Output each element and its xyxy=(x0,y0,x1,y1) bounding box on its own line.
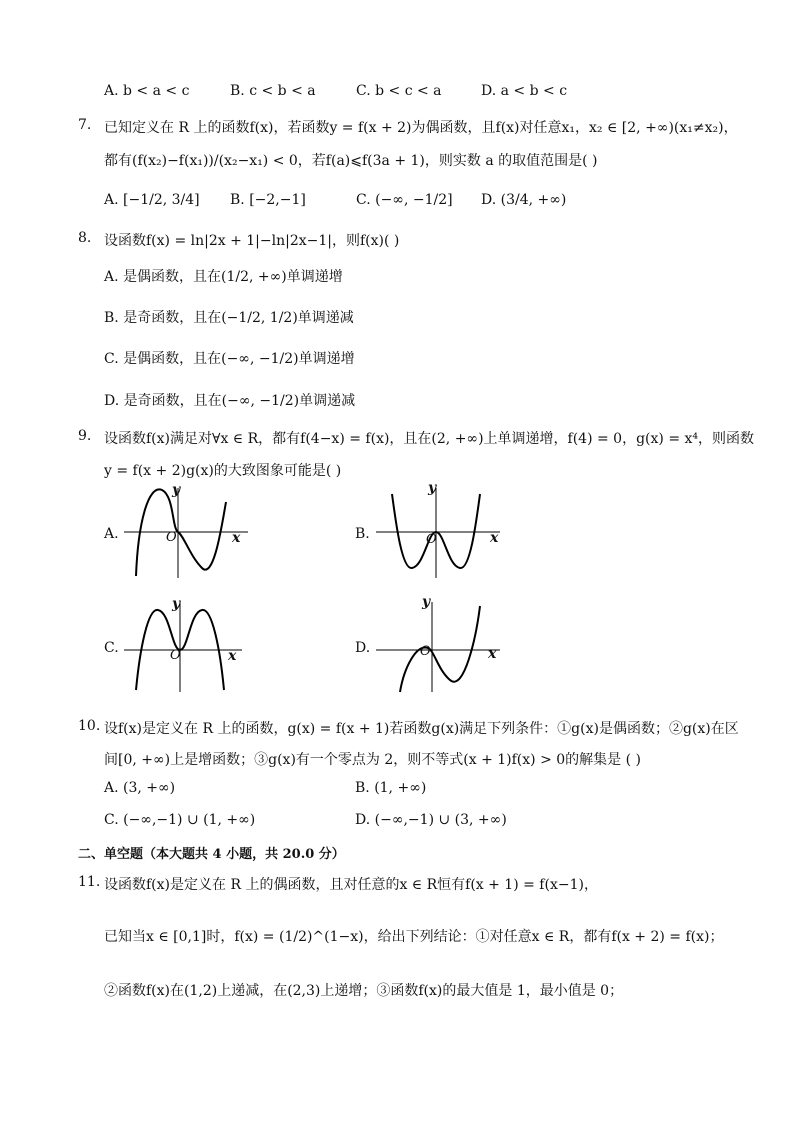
origin-label: O xyxy=(426,532,437,547)
question-number: 9. xyxy=(78,428,92,444)
option-b: B. [−2,−1] xyxy=(230,192,306,208)
axis-x-label: x xyxy=(228,648,237,664)
origin-label: O xyxy=(420,644,431,659)
axis-y-label: y xyxy=(172,482,181,498)
graph-label-c: C. xyxy=(104,640,119,656)
axis-y-label: y xyxy=(172,596,181,612)
option-c: C. b < c < a xyxy=(356,83,442,99)
option-b: B. (1, +∞) xyxy=(355,780,427,796)
option-d: D. (−∞,−1) ∪ (3, +∞) xyxy=(355,812,507,828)
question-number: 7. xyxy=(78,117,92,133)
option-b: B. 是奇函数，且在(−1/2, 1/2)单调递减 xyxy=(104,310,354,326)
option-c: C. 是偶函数，且在(−∞, −1/2)单调递增 xyxy=(104,351,355,367)
graph-b xyxy=(372,480,512,580)
graph-label-d: D. xyxy=(355,640,371,656)
option-a: A. b < a < c xyxy=(104,83,190,99)
question-number: 8. xyxy=(78,230,92,246)
graph-c-svg xyxy=(120,598,260,694)
curve-a xyxy=(136,489,226,576)
question-number: 11. xyxy=(78,874,101,890)
option-d: D. (3/4, +∞) xyxy=(481,192,567,208)
question-stem: 间[0, +∞)上是增函数；③g(x)有一个零点为 2，则不等式(x + 1)f(x) > 0的解集是 ( ) xyxy=(104,752,641,768)
curve-d xyxy=(400,606,480,692)
option-b: B. c < b < a xyxy=(230,83,316,99)
option-a: A. [−1/2, 3/4] xyxy=(104,192,200,208)
option-d: D. 是奇函数，且在(−∞, −1/2)单调递减 xyxy=(104,393,356,409)
section-heading: 二、单空题（本大题共 4 小题，共 20.0 分） xyxy=(78,847,345,862)
option-c: C. (−∞, −1/2] xyxy=(356,192,453,208)
option-a: A. (3, +∞) xyxy=(104,780,176,796)
graph-label-b: B. xyxy=(355,526,370,542)
origin-label: O xyxy=(166,530,177,545)
question-stem: ②函数f(x)在(1,2)上递减，在(2,3)上递增；③函数f(x)的最大值是 1，最小值是 0； xyxy=(104,983,624,999)
question-stem: 已知当x ∈ [0,1]时，f(x) = (1/2)^(1−x)，给出下列结论：①对任意x ∈ R，都有f(x + 2) = f(x)； xyxy=(104,929,724,945)
question-stem: y = f(x + 2)g(x)的大致图象可能是( ) xyxy=(104,463,342,479)
axis-x-label: x xyxy=(232,530,241,546)
origin-label: O xyxy=(170,648,181,663)
question-stem: 设函数f(x)是定义在 R 上的偶函数，且对任意的x ∈ R恒有f(x + 1) = f(x−1)， xyxy=(104,877,598,893)
axis-x-label: x xyxy=(488,646,497,662)
axis-x-label: x xyxy=(490,530,499,546)
option-c: C. (−∞,−1) ∪ (1, +∞) xyxy=(104,812,256,828)
graph-label-a: A. xyxy=(104,526,119,542)
option-a: A. 是偶函数，且在(1/2, +∞)单调递增 xyxy=(104,269,343,285)
axis-y-label: y xyxy=(428,480,437,496)
question-stem: 设函数f(x)满足对∀x ∈ R，都有f(4−x) = f(x)，且在(2, +∞)上单调递增，f(4) = 0，g(x) = x⁴，则函数 xyxy=(104,431,755,447)
graph-d xyxy=(372,594,512,694)
graph-a xyxy=(120,484,260,580)
question-stem: 都有(f(x₂)−f(x₁))/(x₂−x₁) < 0，若f(a)⩽f(3a + 1)，则实数 a 的取值范围是( ) xyxy=(104,153,598,169)
question-stem: 设f(x)是定义在 R 上的函数，g(x) = f(x + 1)若函数g(x)满足下列条件：①g(x)是偶函数；②g(x)在区 xyxy=(104,721,739,737)
question-stem: 已知定义在 R 上的函数f(x)，若函数y = f(x + 2)为偶函数，且f(x)对任意x₁，x₂ ∈ [2, +∞)(x₁≠x₂)， xyxy=(104,120,738,136)
question-stem: 设函数f(x) = ln|2x + 1|−ln|2x−1|，则f(x)( ) xyxy=(104,233,400,249)
option-d: D. a < b < c xyxy=(481,83,568,99)
graph-c xyxy=(120,598,260,694)
question-number: 10. xyxy=(78,718,101,734)
axis-y-label: y xyxy=(422,594,431,610)
